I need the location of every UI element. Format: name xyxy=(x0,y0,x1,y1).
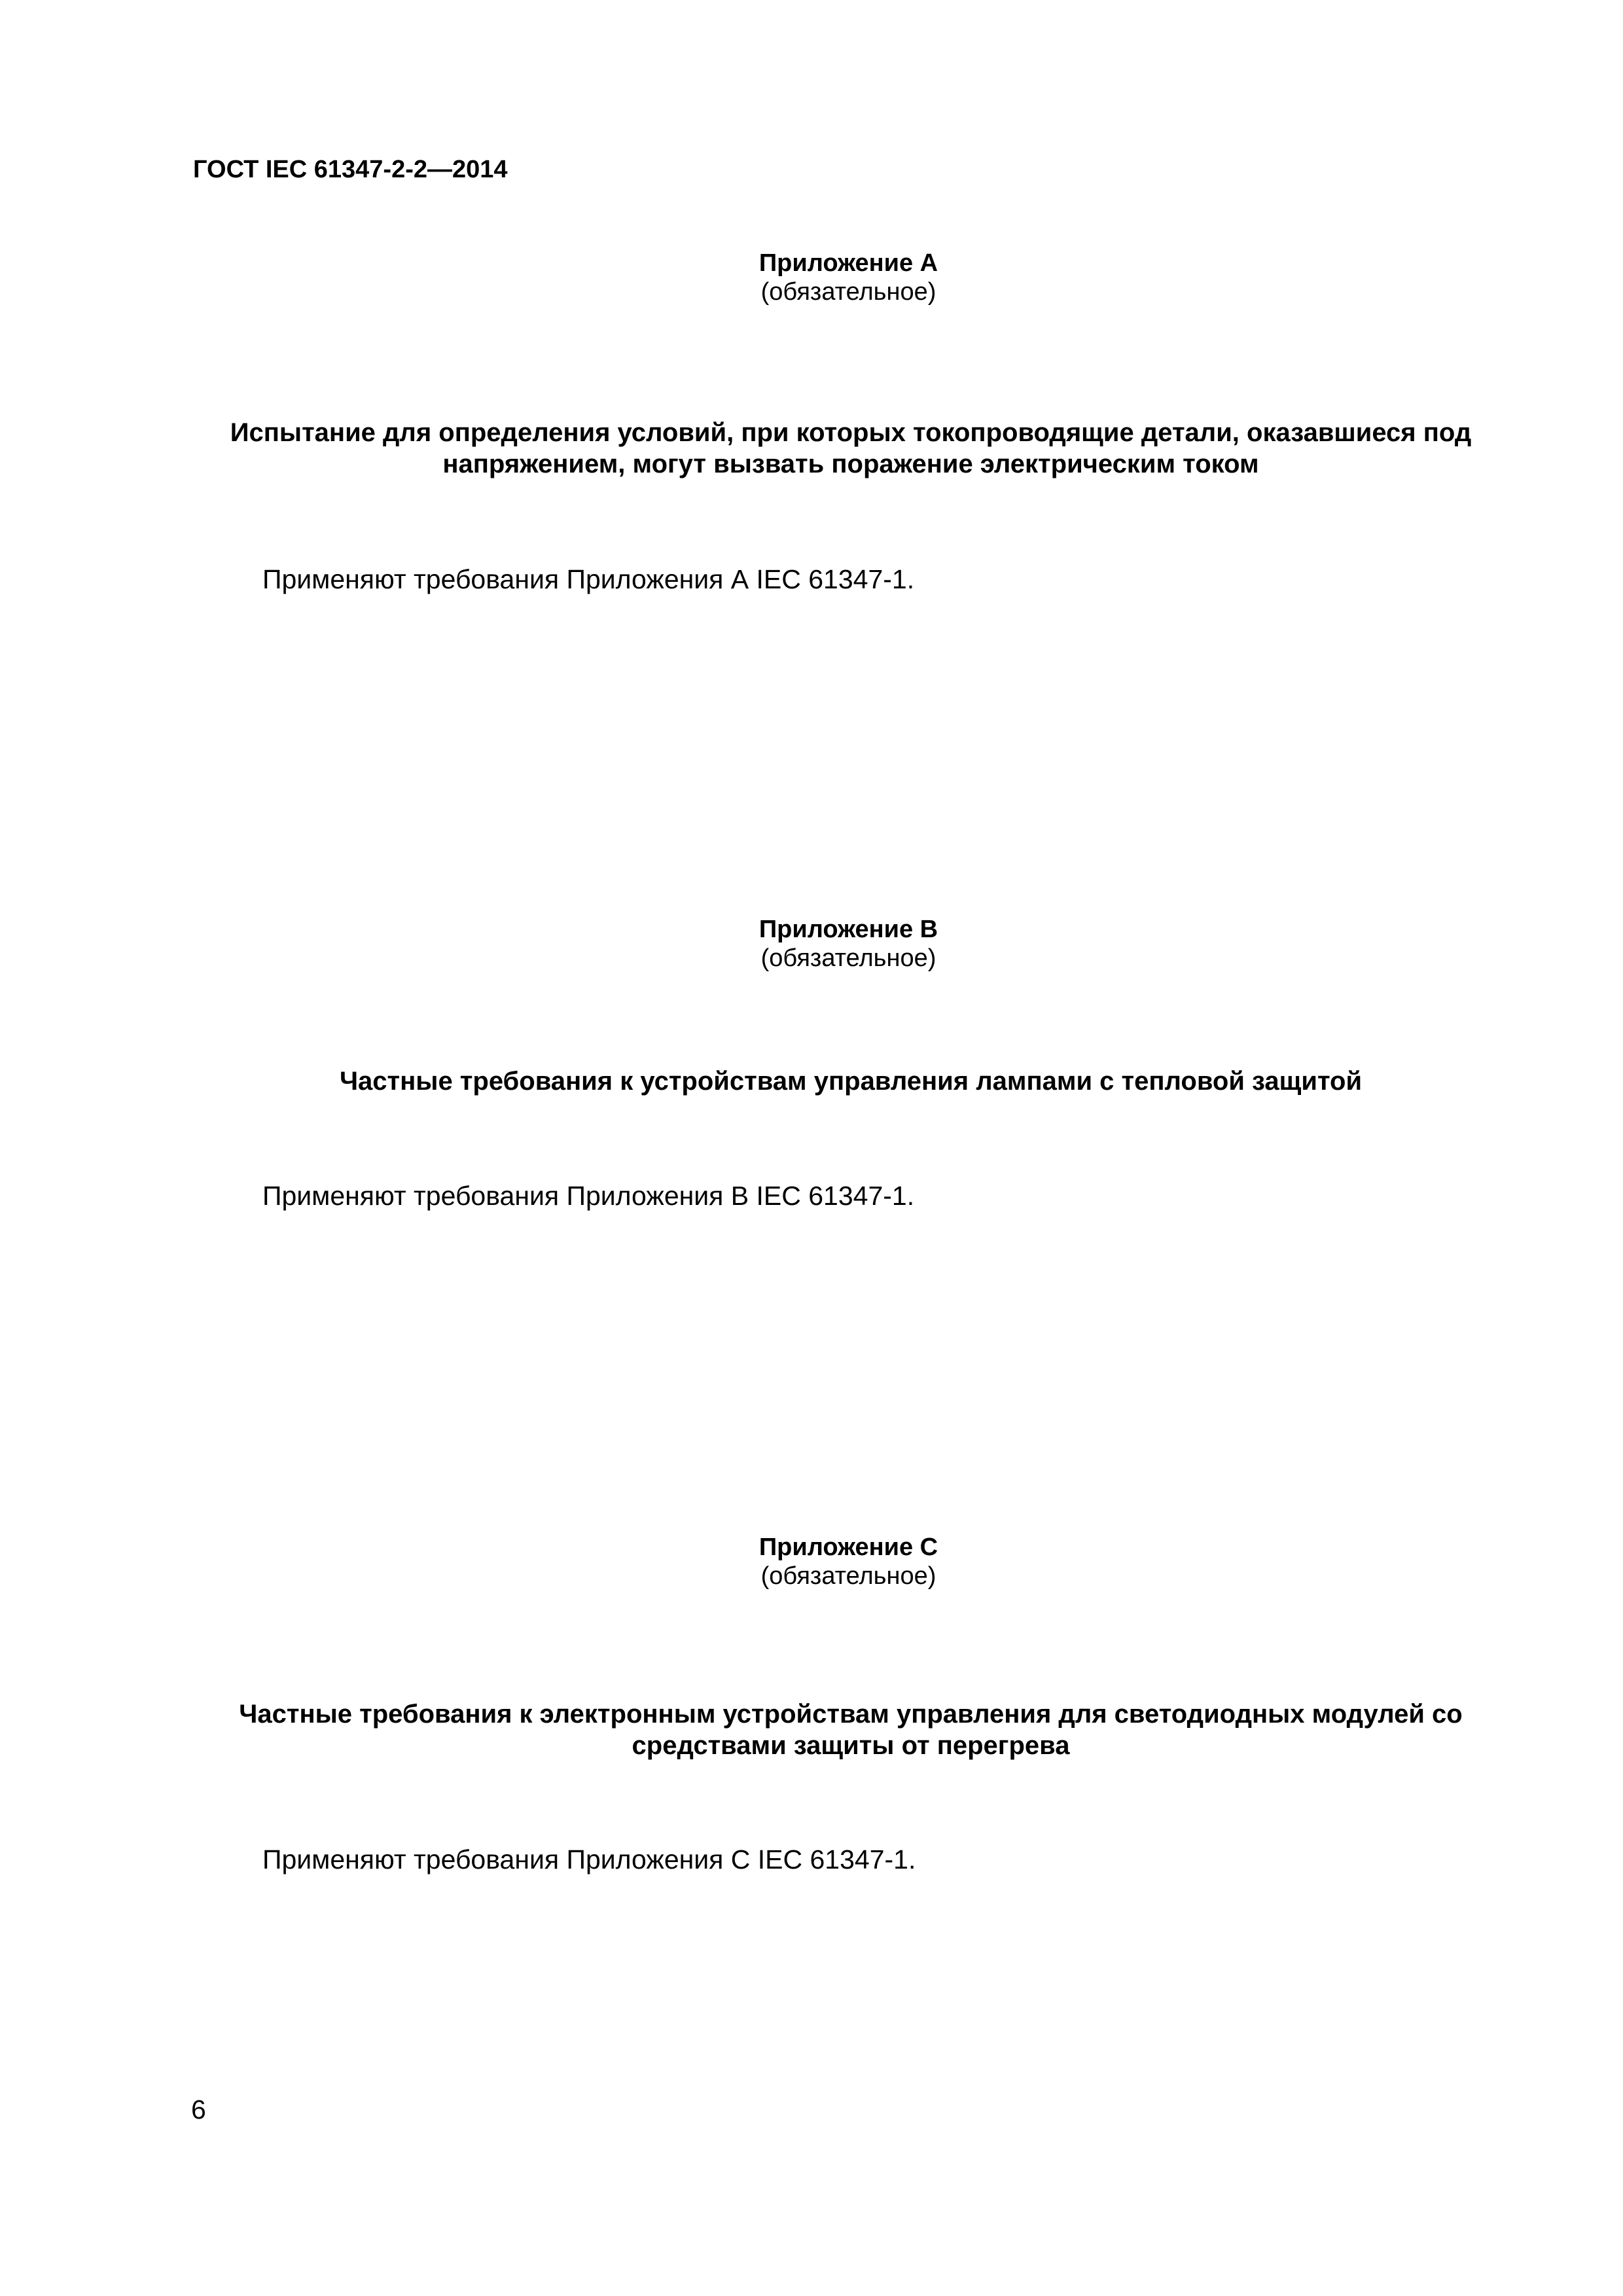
annex-b-title: Приложение В xyxy=(758,916,938,943)
annex-a-heading-line2: напряжением, могут вызвать поражение электрическим током xyxy=(442,450,1259,478)
annex-c-heading-line2: средствами защиты от перегрева xyxy=(632,1731,1070,1760)
annex-a-title: Приложение А xyxy=(758,249,938,277)
annex-a-body: Применяют требования Приложения А IEC 61347-1. xyxy=(262,564,915,594)
annex-c-title: Приложение С xyxy=(758,1534,938,1561)
annex-c-body: Применяют требования Приложения С IEC 61347-1. xyxy=(262,1844,916,1874)
annex-b-status: (обязательное) xyxy=(760,944,936,972)
annex-c-status: (обязательное) xyxy=(760,1562,936,1590)
annex-a-heading-line1: Испытание для определения условий, при которых токопроводящие детали, оказавшиеся под xyxy=(230,418,1472,447)
annex-b-heading-line1: Частные требования к устройствам управления лампами с тепловой защитой xyxy=(339,1067,1363,1096)
annex-b-body: Применяют требования Приложения В IEC 61347-1. xyxy=(262,1181,915,1211)
page-number: 6 xyxy=(191,2094,206,2125)
annex-a-status: (обязательное) xyxy=(760,278,936,306)
document-code: ГОСТ IEC 61347-2-2—2014 xyxy=(193,156,508,183)
annex-c-heading-line1: Частные требования к электронным устройствам управления для светодиодных модулей со xyxy=(239,1700,1463,1729)
